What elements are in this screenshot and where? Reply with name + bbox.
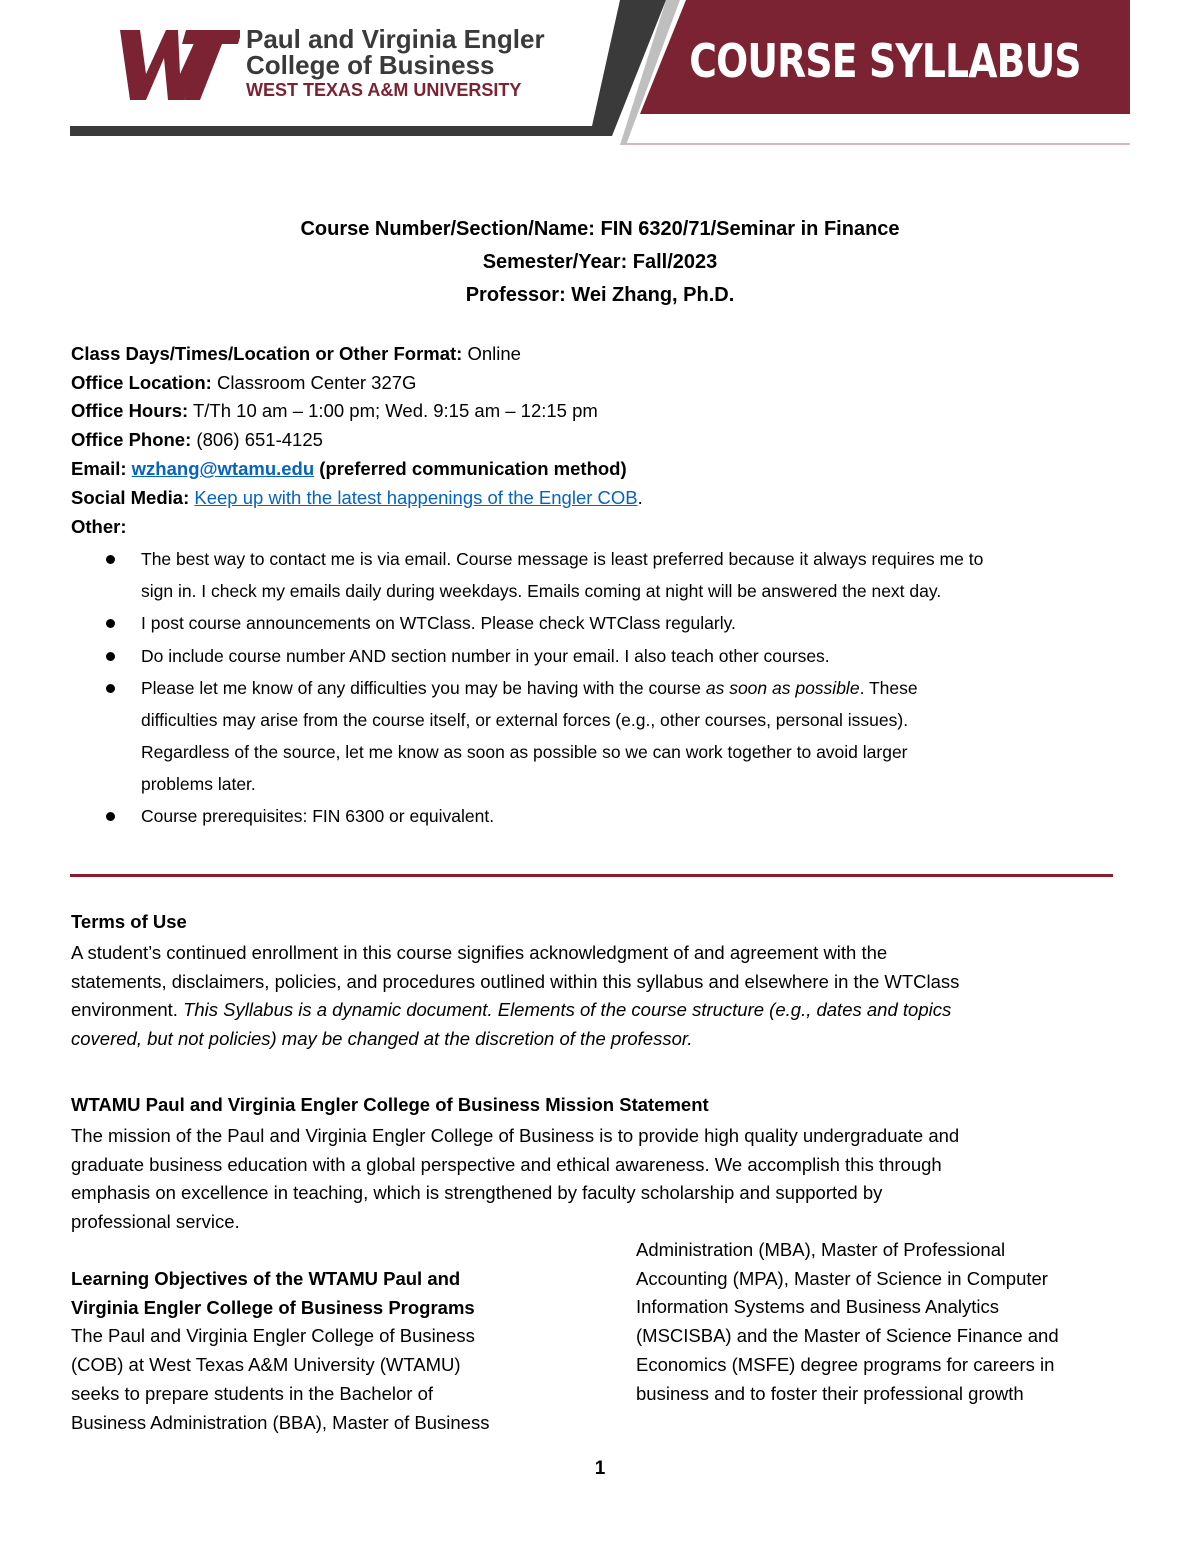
office-hours-label: Office Hours: xyxy=(71,400,189,421)
terms-line xyxy=(71,996,1131,1025)
terms-text: environment. xyxy=(71,999,184,1021)
bullet-line: problems later. xyxy=(141,774,256,794)
bullet-line: Course prerequisites: FIN 6300 or equivalent. xyxy=(141,806,495,826)
semester-line: Semester/Year: Fall/2023 xyxy=(482,251,718,273)
objectives-line: Accounting (MPA), Master of Science in Computer xyxy=(636,1267,1048,1289)
other-label-text: Other: xyxy=(71,516,127,537)
social-media-label: Social Media: xyxy=(71,487,195,508)
bullet-dot xyxy=(106,619,115,628)
bullet-dot xyxy=(106,812,115,821)
page-number: 1 xyxy=(594,1458,606,1479)
terms-heading: Terms of Use xyxy=(71,911,187,932)
objectives-line: business and to foster their professional growth xyxy=(636,1382,1024,1404)
course-name-line: Course Number/Section/Name: FIN 6320/71/Seminar in Finance xyxy=(300,218,900,240)
class-days-row xyxy=(71,343,521,365)
objectives-line: The Paul and Virginia Engler College of Business xyxy=(71,1325,475,1347)
bullet-line: Do include course number AND section number in your email. I also teach other courses. xyxy=(141,646,830,666)
bullet-item xyxy=(141,800,1131,832)
email-row xyxy=(71,458,627,480)
email-label: Email: xyxy=(71,458,132,479)
bullet-dot xyxy=(106,684,115,693)
social-media-row xyxy=(71,487,643,509)
office-phone-row xyxy=(71,429,323,451)
bullet-line: I post course announcements on WTClass. Please check WTClass regularly. xyxy=(141,613,736,633)
objectives-line: (COB) at West Texas A&M University (WTAMU) xyxy=(71,1354,461,1376)
class-days-value: Online xyxy=(462,343,521,364)
college-name-line1: Paul and Virginia Engler xyxy=(246,24,545,54)
terms-line: statements, disclaimers, policies, and procedures outlined within this syllabus and elsewhere in the WTClass xyxy=(71,970,960,992)
bullet-item xyxy=(141,543,1131,607)
objectives-line: Business Administration (BBA), Master of Business xyxy=(71,1411,490,1433)
office-phone-label: Office Phone: xyxy=(71,429,192,450)
office-location-value: Classroom Center 327G xyxy=(211,372,417,393)
objectives-heading-line: Learning Objectives of the WTAMU Paul and xyxy=(71,1268,461,1289)
section-divider xyxy=(70,874,1113,877)
bullet-emphasis: as soon as possible xyxy=(705,678,860,698)
bullet-item xyxy=(141,672,1131,800)
terms-paragraph xyxy=(71,939,1131,1054)
objectives-heading-line: Virginia Engler College of Business Programs xyxy=(71,1296,475,1318)
office-phone-value: (806) 651-4125 xyxy=(191,429,323,450)
bullet-line: difficulties may arise from the course itself, or external forces (e.g., other courses, personal issues). xyxy=(141,710,909,730)
wt-logo xyxy=(0,0,240,110)
banner-title: COURSE SYLLABUS xyxy=(689,34,1081,88)
terms-line: A student’s continued enrollment in this course signifies acknowledgment of and agreement with the xyxy=(71,942,888,963)
bullet-line: sign in. I check my emails daily during weekdays. Emails coming at night will be answered the next day. xyxy=(141,581,942,601)
bullet-item xyxy=(141,607,1131,639)
objectives-line: (MSCISBA) and the Master of Science Finance and xyxy=(636,1325,1059,1347)
office-location-label: Office Location: xyxy=(71,372,212,393)
university-name: WEST TEXAS A&M UNIVERSITY xyxy=(246,80,522,100)
objectives-right-column xyxy=(636,1236,1156,1408)
mission-paragraph xyxy=(71,1122,1131,1237)
social-media-link[interactable]: Keep up with the latest happenings of the Engler COB xyxy=(194,487,638,508)
bullet-item xyxy=(141,640,1131,672)
mission-line: The mission of the Paul and Virginia Engler College of Business is to provide high quality undergraduate and xyxy=(71,1125,960,1146)
terms-line xyxy=(71,1025,1131,1054)
class-days-label: Class Days/Times/Location or Other Format: xyxy=(71,343,463,364)
office-hours-row xyxy=(71,400,598,422)
social-media-end: . xyxy=(637,487,643,508)
email-link[interactable]: wzhang@wtamu.edu xyxy=(131,458,315,479)
bullet-line xyxy=(141,672,1131,704)
bullet-text: . These xyxy=(859,678,918,698)
professor-line: Professor: Wei Zhang, Ph.D. xyxy=(465,284,735,306)
office-hours-value: T/Th 10 am – 1:00 pm; Wed. 9:15 am – 12:15 pm xyxy=(188,400,598,421)
bullet-text: Please let me know of any difficulties you may be having with the course xyxy=(141,678,706,698)
bullet-dot xyxy=(106,652,115,661)
email-note: (preferred communication method) xyxy=(314,458,627,479)
objectives-line: Information Systems and Business Analytics xyxy=(636,1296,999,1318)
mission-heading: WTAMU Paul and Virginia Engler College of Business Mission Statement xyxy=(71,1094,709,1115)
objectives-left-column xyxy=(71,1265,591,1437)
bullet-line: Regardless of the source, let me know as soon as possible so we can work together to avoid larger xyxy=(141,742,908,762)
mission-line: professional service. xyxy=(71,1211,240,1233)
mission-line: emphasis on excellence in teaching, which is strengthened by faculty scholarship and supported by xyxy=(71,1182,883,1204)
bullet-dot xyxy=(106,555,115,564)
objectives-line: Economics (MSFE) degree programs for careers in xyxy=(636,1353,1055,1375)
terms-italic: This Syllabus is a dynamic document. Elements of the course structure (e.g., dates and topics xyxy=(183,999,952,1021)
objectives-line: Administration (MBA), Master of Professional xyxy=(636,1239,1006,1260)
terms-italic: covered, but not policies) may be changed at the discretion of the professor. xyxy=(71,1028,693,1050)
other-label xyxy=(71,516,127,538)
bullet-line: The best way to contact me is via email. Course message is least preferred because it always requires me to xyxy=(141,549,984,569)
mission-line: graduate business education with a global perspective and ethical awareness. We accomplish this through xyxy=(71,1153,942,1175)
college-name-line2: College of Business xyxy=(246,50,495,80)
office-location-row xyxy=(71,372,416,394)
objectives-line: seeks to prepare students in the Bachelor of xyxy=(71,1382,433,1404)
